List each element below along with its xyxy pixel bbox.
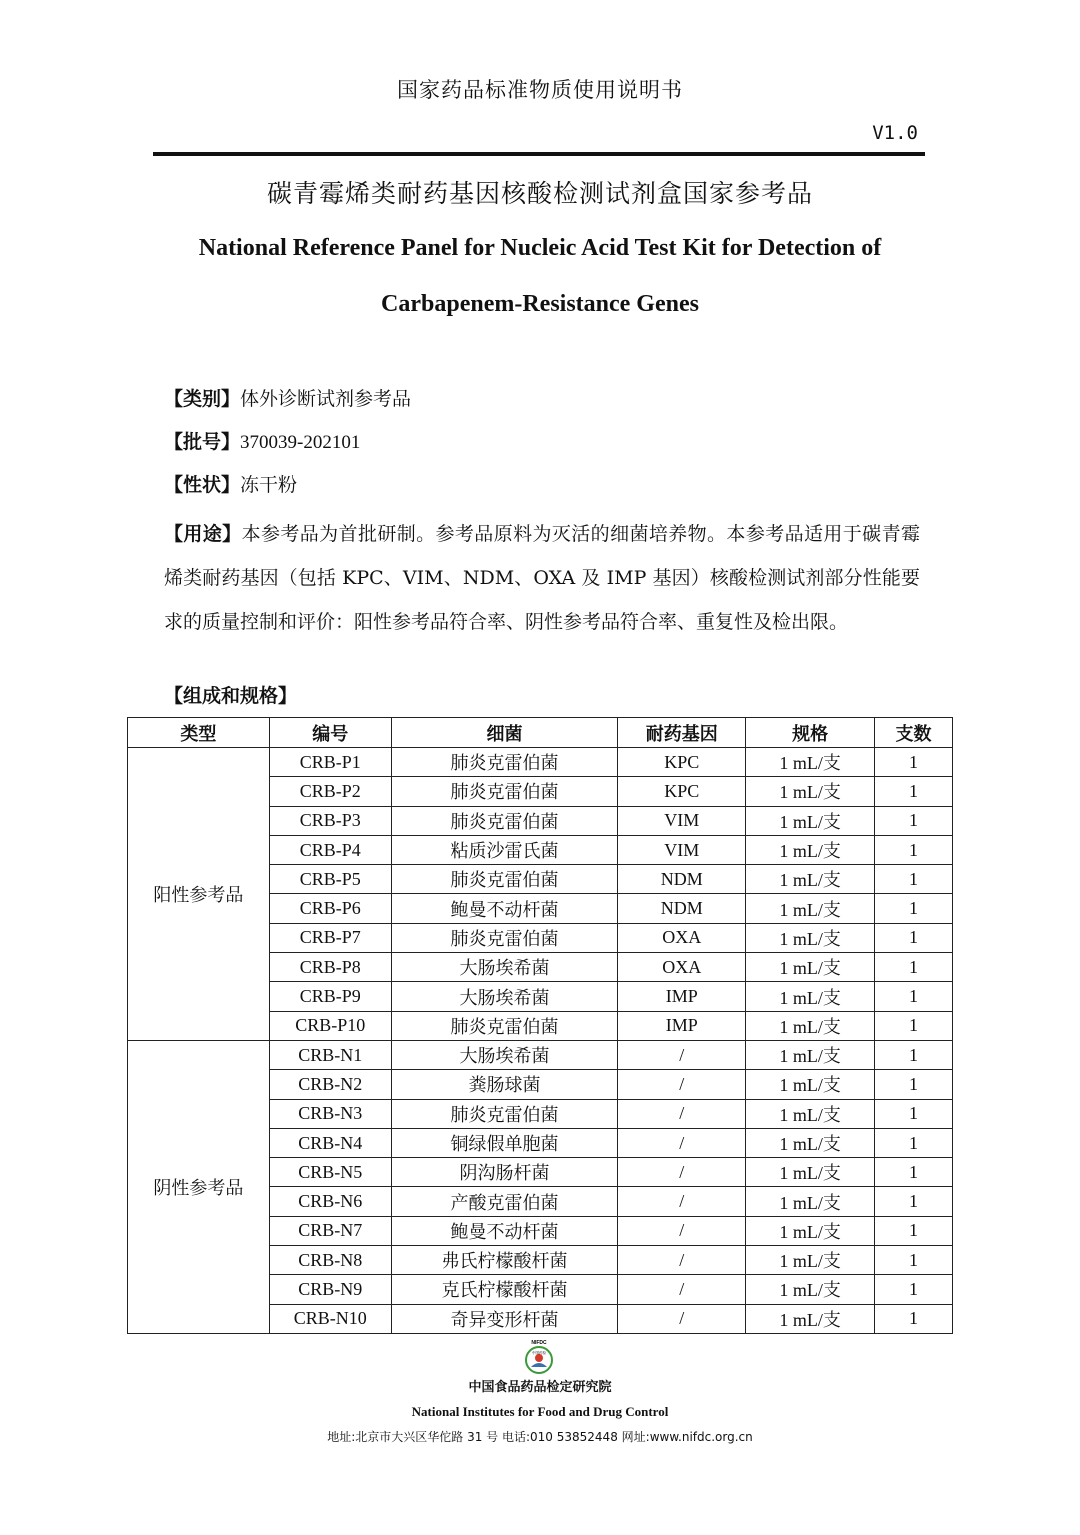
table-cell: 1 mL/支 xyxy=(746,953,875,982)
table-cell: 肺炎克雷伯菌 xyxy=(391,777,618,806)
table-cell: 肺炎克雷伯菌 xyxy=(391,748,618,777)
table-cell: IMP xyxy=(618,1011,746,1040)
header-divider xyxy=(153,152,925,156)
table-cell: CRB-N5 xyxy=(269,1158,391,1187)
field-form-label: 【性状】 xyxy=(164,474,241,496)
table-cell: 1 mL/支 xyxy=(746,1011,875,1040)
title-english-line1: National Reference Panel for Nucleic Acid Test Kit for Detection of xyxy=(198,235,882,261)
table-cell: / xyxy=(618,1246,746,1275)
table-header-cell: 耐药基因 xyxy=(618,718,746,748)
table-cell: 1 mL/支 xyxy=(746,1158,875,1187)
table-cell: 大肠埃希菌 xyxy=(391,982,618,1011)
table-cell: 1 xyxy=(875,1070,953,1099)
table-cell: 奇异变形杆菌 xyxy=(391,1304,618,1333)
table-cell: KPC xyxy=(618,748,746,777)
table-cell: / xyxy=(618,1158,746,1187)
table-cell: 1 xyxy=(875,835,953,864)
field-form-value: 冻干粉 xyxy=(240,474,298,496)
organization-name-en: National Institutes for Food and Drug Control xyxy=(411,1404,669,1419)
table-cell: CRB-N2 xyxy=(269,1070,391,1099)
table-cell: VIM xyxy=(618,806,746,835)
table-cell: 肺炎克雷伯菌 xyxy=(391,865,618,894)
table-header-row xyxy=(128,718,953,748)
table-cell: 大肠埃希菌 xyxy=(391,1040,618,1069)
table-header-cell: 支数 xyxy=(875,718,953,748)
table-cell: CRB-P5 xyxy=(269,865,391,894)
table-cell: 1 mL/支 xyxy=(746,1216,875,1245)
organization-address: 地址:北京市大兴区华佗路 31 号 电话:010 53852448 网址:www.nifdc.org.cn xyxy=(327,1430,753,1444)
table-cell: 1 xyxy=(875,894,953,923)
table-group-type: 阴性参考品 xyxy=(128,1040,270,1333)
table-cell: CRB-P7 xyxy=(269,923,391,952)
table-cell: 粪肠球菌 xyxy=(391,1070,618,1099)
table-cell: CRB-N3 xyxy=(269,1099,391,1128)
field-batch-value: 370039-202101 xyxy=(240,432,361,453)
document-header-title: 国家药品标准物质使用说明书 xyxy=(397,78,683,102)
table-cell: 1 xyxy=(875,1128,953,1157)
table-cell: 1 mL/支 xyxy=(746,1304,875,1333)
field-composition xyxy=(164,681,297,708)
table-cell: CRB-P10 xyxy=(269,1011,391,1040)
table-cell: 1 xyxy=(875,1040,953,1069)
table-cell: 1 xyxy=(875,865,953,894)
table-cell: CRB-N4 xyxy=(269,1128,391,1157)
table-cell: 阴沟肠杆菌 xyxy=(391,1158,618,1187)
table-cell: / xyxy=(618,1304,746,1333)
field-batch-label: 【批号】 xyxy=(164,431,241,453)
table-cell: 1 mL/支 xyxy=(746,865,875,894)
field-use-value: 本参考品为首批研制。参考品原料为灭活的细菌培养物。本参考品适用于碳青霉烯类耐药基因（包括 KPC、VIM、NDM、OXA 及 IMP 基因）核酸检测试剂部分性能要求的质量控制和评价：阳性参考品符合率、阴性参考品符合率、重复性及检出限。 xyxy=(164,523,920,633)
table-cell: CRB-N1 xyxy=(269,1040,391,1069)
table-cell: IMP xyxy=(618,982,746,1011)
table-cell: / xyxy=(618,1070,746,1099)
table-cell: 1 xyxy=(875,1246,953,1275)
table-cell: 1 mL/支 xyxy=(746,1187,875,1216)
table-cell: OXA xyxy=(618,923,746,952)
field-composition-label: 【组成和规格】 xyxy=(164,685,298,707)
table-cell: / xyxy=(618,1099,746,1128)
table-cell: / xyxy=(618,1040,746,1069)
logo-text-top: NIFDC xyxy=(531,1340,547,1346)
table-cell: NDM xyxy=(618,865,746,894)
table-cell: 1 mL/支 xyxy=(746,982,875,1011)
table-cell: 克氏柠檬酸杆菌 xyxy=(391,1275,618,1304)
table-row xyxy=(128,748,953,777)
nifdc-logo-icon xyxy=(519,1338,559,1378)
field-use xyxy=(164,512,920,644)
table-header-cell: 类型 xyxy=(128,718,270,748)
table-cell: 1 mL/支 xyxy=(746,1275,875,1304)
field-form xyxy=(164,470,297,497)
table-cell: / xyxy=(618,1187,746,1216)
table-cell: 肺炎克雷伯菌 xyxy=(391,923,618,952)
organization-name-zh: 中国食品药品检定研究院 xyxy=(468,1380,612,1395)
table-cell: 粘质沙雷氏菌 xyxy=(391,835,618,864)
table-cell: CRB-P9 xyxy=(269,982,391,1011)
table-cell: CRB-N10 xyxy=(269,1304,391,1333)
field-batch xyxy=(164,427,360,454)
table-cell: CRB-N7 xyxy=(269,1216,391,1245)
field-use-label: 【用途】 xyxy=(164,523,242,545)
table-cell: 1 xyxy=(875,1011,953,1040)
logo-text-mid: 中国药检 xyxy=(532,1351,546,1355)
table-header-cell: 编号 xyxy=(269,718,391,748)
table-cell: 肺炎克雷伯菌 xyxy=(391,1011,618,1040)
table-body xyxy=(128,748,953,1334)
table-cell: 1 mL/支 xyxy=(746,1099,875,1128)
table-cell: / xyxy=(618,1216,746,1245)
logo-wave xyxy=(531,1363,547,1367)
table-cell: 肺炎克雷伯菌 xyxy=(391,1099,618,1128)
table-cell: 1 xyxy=(875,1275,953,1304)
table-cell: CRB-P4 xyxy=(269,835,391,864)
title-english-line2: Carbapenem-Resistance Genes xyxy=(381,291,699,317)
table-cell: CRB-N6 xyxy=(269,1187,391,1216)
table-cell: 1 mL/支 xyxy=(746,1246,875,1275)
table-cell: / xyxy=(618,1128,746,1157)
table-cell: 1 xyxy=(875,1304,953,1333)
table-cell: 1 mL/支 xyxy=(746,894,875,923)
table-cell: 1 xyxy=(875,806,953,835)
version-label: V1.0 xyxy=(872,122,918,144)
table-cell: CRB-P2 xyxy=(269,777,391,806)
specification-table xyxy=(127,717,953,1334)
table-cell: 产酸克雷伯菌 xyxy=(391,1187,618,1216)
table-cell: 1 mL/支 xyxy=(746,777,875,806)
table-header-cell: 规格 xyxy=(746,718,875,748)
table-cell: 1 mL/支 xyxy=(746,806,875,835)
table-cell: 1 xyxy=(875,982,953,1011)
table-cell: 1 mL/支 xyxy=(746,748,875,777)
table-cell: 鲍曼不动杆菌 xyxy=(391,1216,618,1245)
table-row xyxy=(128,1040,953,1069)
table-cell: 1 mL/支 xyxy=(746,1040,875,1069)
table-cell: KPC xyxy=(618,777,746,806)
table-cell: 1 mL/支 xyxy=(746,1128,875,1157)
table-cell: 1 mL/支 xyxy=(746,923,875,952)
table-cell: CRB-P8 xyxy=(269,953,391,982)
table-cell: 铜绿假单胞菌 xyxy=(391,1128,618,1157)
table-cell: CRB-P6 xyxy=(269,894,391,923)
table-cell: 肺炎克雷伯菌 xyxy=(391,806,618,835)
table-cell: 1 xyxy=(875,777,953,806)
table-cell: 鲍曼不动杆菌 xyxy=(391,894,618,923)
table-cell: CRB-P3 xyxy=(269,806,391,835)
table-cell: / xyxy=(618,1275,746,1304)
table-cell: 1 xyxy=(875,748,953,777)
table-cell: 1 xyxy=(875,1099,953,1128)
logo-center-dot xyxy=(535,1354,543,1362)
table-cell: OXA xyxy=(618,953,746,982)
table-cell: 大肠埃希菌 xyxy=(391,953,618,982)
table-cell: 1 xyxy=(875,1187,953,1216)
field-category-label: 【类别】 xyxy=(164,388,241,410)
table-cell: 1 xyxy=(875,1216,953,1245)
title-chinese: 碳青霉烯类耐药基因核酸检测试剂盒国家参考品 xyxy=(266,179,813,208)
table-cell: NDM xyxy=(618,894,746,923)
table-cell: CRB-N9 xyxy=(269,1275,391,1304)
table-cell: CRB-P1 xyxy=(269,748,391,777)
table-cell: 1 xyxy=(875,1158,953,1187)
table-cell: 1 xyxy=(875,923,953,952)
field-category-value: 体外诊断试剂参考品 xyxy=(240,388,412,410)
table-cell: CRB-N8 xyxy=(269,1246,391,1275)
table-cell: 弗氏柠檬酸杆菌 xyxy=(391,1246,618,1275)
table-header-cell: 细菌 xyxy=(391,718,618,748)
table-cell: VIM xyxy=(618,835,746,864)
field-category xyxy=(164,384,411,411)
table-cell: 1 mL/支 xyxy=(746,1070,875,1099)
table-cell: 1 mL/支 xyxy=(746,835,875,864)
table-group-type: 阳性参考品 xyxy=(128,748,270,1041)
table-cell: 1 xyxy=(875,953,953,982)
